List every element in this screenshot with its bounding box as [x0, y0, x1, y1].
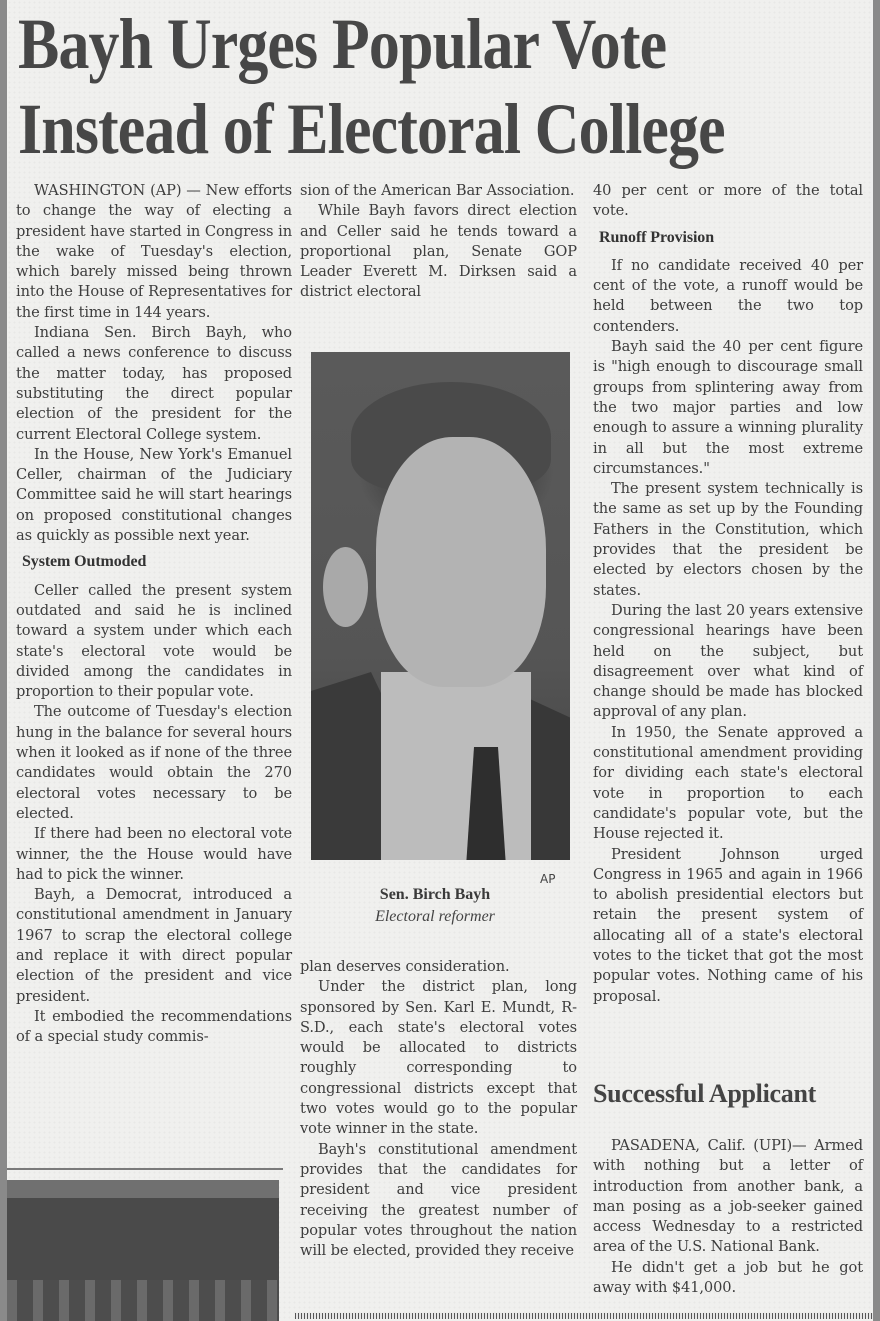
- paragraph: Indiana Sen. Birch Bayh, who called a news conference to discuss the matter today, has proposed substituting the direct popular election of the president for the current Electoral College system.: [16, 324, 292, 443]
- paragraph: If no candidate received 40 per cent of the vote, a runoff would be held between the two top contenders.: [593, 256, 863, 335]
- photo-caption-description: Electoral reformer: [375, 908, 495, 925]
- column-rule: [7, 1168, 283, 1170]
- paragraph: It embodied the recommendations of a special study commis-: [16, 1007, 292, 1046]
- paragraph: Under the district plan, long sponsored by Sen. Karl E. Mundt, R-S.D., each state's electoral votes would be allocated to districts roughly corresponding to congressional districts except that two votes would go to the popular vote winner in the state.: [300, 978, 577, 1138]
- paragraph: sion of the American Bar Association.: [300, 182, 575, 199]
- subhead-system-outmoded: System Outmoded: [22, 553, 147, 571]
- paragraph: In the House, New York's Emanuel Celler, chairman of the Judiciary Committee said he will start hearings on proposed constitutional changes as quickly as possible next year.: [16, 445, 292, 545]
- photo-credit: AP: [540, 872, 556, 886]
- dotted-rule: [295, 1313, 873, 1319]
- portrait-photo: [311, 352, 570, 860]
- paragraph: plan deserves consideration.: [300, 958, 510, 975]
- photo-caption-name: Sen. Birch Bayh: [379, 886, 491, 903]
- paragraph: Bayh said the 40 per cent figure is "high enough to discourage small groups from splintering away from the two major parties and low enough to assure a winning plurality in all but the most extreme circumstances.": [593, 338, 863, 477]
- paragraph: He didn't get a job but he got away with $41,000.: [593, 1258, 863, 1297]
- second-story-body: [593, 1136, 863, 1298]
- article-column-2-top: [300, 181, 577, 303]
- headline: [18, 2, 740, 172]
- paragraph: During the last 20 years extensive congressional hearings have been held on the subject, but disagreement over what kind of change should be made has blocked approval of any plan.: [593, 601, 863, 721]
- adjacent-photo-fragment: [7, 1180, 279, 1321]
- headline-line-1: Bayh Urges Popular Vote: [18, 4, 667, 84]
- paragraph: While Bayh favors direct election and Celler said he tends toward a proportional plan, Senate GOP Leader Everett M. Dirksen said a district electoral: [300, 202, 577, 301]
- paragraph: If there had been no electoral vote winner, the the House would have had to pick the winner.: [16, 825, 292, 883]
- article-column-2-bottom: [300, 957, 577, 1261]
- paragraph: 40 per cent or more of the total vote.: [593, 182, 863, 220]
- paragraph: Celler called the present system outdated and said he is inclined toward a system under which each state's electoral vote would be divided among the candidates in proportion to their popular vote.: [16, 581, 292, 701]
- second-story-headline: Successful Applicant: [593, 1079, 816, 1108]
- scan-border-left: [0, 0, 7, 1321]
- scan-border-right: [873, 0, 880, 1321]
- paragraph: WASHINGTON (AP) — New efforts to change the way of electing a president have started in Congress in the wake of Tuesday's election, which barely missed being thrown into the House of Representatives for the first time in 144 years.: [16, 182, 292, 321]
- article-column-3: [593, 181, 863, 1007]
- paragraph: In 1950, the Senate approved a constitutional amendment providing for dividing each state's electoral vote in proportion to each candidate's popular vote, but the House rejected it.: [593, 723, 863, 843]
- article-column-1: [16, 181, 292, 1047]
- paragraph: President Johnson urged Congress in 1965 and again in 1966 to abolish presidential electors but retain the present system of allocating all of a state's electoral votes to the ticket that got the most popular votes. Nothing came of his proposal.: [593, 845, 863, 1005]
- paragraph: Bayh, a Democrat, introduced a constitutional amendment in January 1967 to scrap the electoral college and replace it with direct popular election of the president and vice president.: [16, 886, 292, 1005]
- paragraph: The present system technically is the same as set up by the Founding Fathers in the Constitution, which provides that the president be elected by electors chosen by the states.: [593, 480, 863, 599]
- paragraph: PASADENA, Calif. (UPI)— Armed with nothing but a letter of introduction from another bank, a man posing as a job-seeker gained access Wednesday to a restricted area of the U.S. National Bank.: [593, 1137, 863, 1256]
- paragraph: The outcome of Tuesday's election hung in the balance for several hours when it looked as if none of the three candidates would obtain the 270 electoral votes necessary to be elected.: [16, 703, 292, 822]
- subhead-runoff-provision: Runoff Provision: [599, 228, 715, 246]
- paragraph: Bayh's constitutional amendment provides that the candidates for president and vice president receiving the greatest number of popular votes throughout the nation will be elected, provided they receive: [300, 1140, 577, 1260]
- headline-line-2: Instead of Electoral College: [18, 89, 725, 169]
